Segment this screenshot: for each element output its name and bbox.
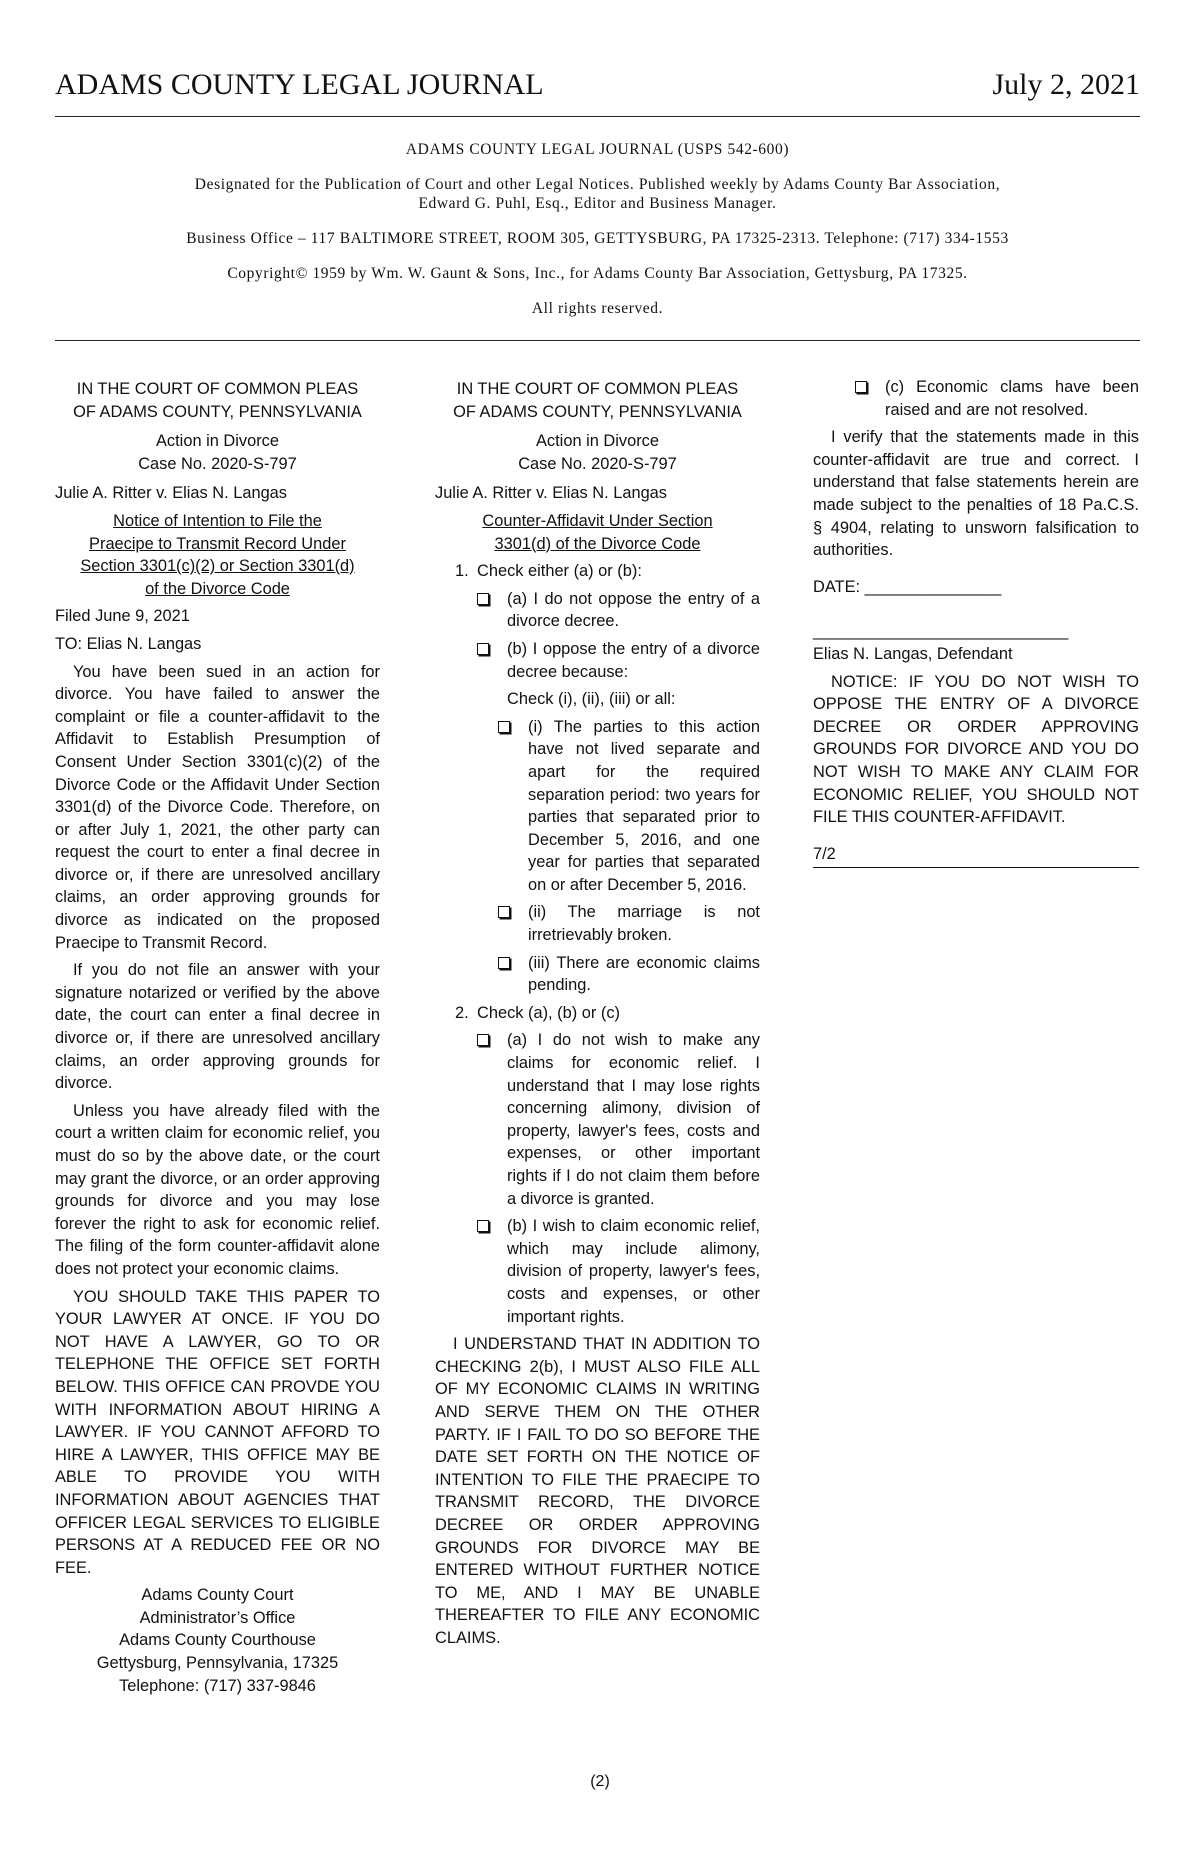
option-1b-iii[interactable] bbox=[435, 952, 760, 997]
notice-title-line2: Praecipe to Transmit Record Under bbox=[89, 534, 346, 553]
check-instruction: Check (i), (ii), (iii) or all: bbox=[507, 690, 676, 709]
journal-header bbox=[55, 68, 1140, 117]
option-2a-text: (a) I do not wish to make any claims for economic relief. I understand that I may lose rights concerning alimony, division of property, lawyer's fees, costs and expenses, or other important rights if I do not claim them before a divorce is granted. bbox=[507, 1031, 760, 1208]
question-2 bbox=[435, 1002, 760, 1025]
option-2c-text: (c) Economic clams have been raised and are not resolved. bbox=[885, 378, 1139, 419]
action-type: Action in Divorce bbox=[156, 432, 279, 451]
paragraph-sued: You have been sued in an action for divorce. You have failed to answer the complaint or file a counter-affidavit to the Affidavit to Establish Presumption of Consent Under Section 3301(c)(2) of the Divorce Code or the Affidavit Under Section 3301(d) of the Divorce Code. Therefore, on or after July 1, 2021, the other party can request the court to enter a final decree in divorce or, if there are unresolved ancillary claims, an order approving grounds for divorce as indicated on the proposed Praecipe to Transmit Record. bbox=[55, 662, 380, 952]
option-2a[interactable] bbox=[435, 1029, 760, 1210]
affidavit-continued-column bbox=[813, 376, 1139, 868]
page-number: (2) bbox=[590, 1773, 610, 1790]
address-phone: Telephone: (717) 337-9846 bbox=[119, 1676, 316, 1695]
option-2b[interactable] bbox=[435, 1215, 760, 1328]
question-2-text: Check (a), (b) or (c) bbox=[477, 1003, 620, 1022]
notice-of-intention-column bbox=[55, 378, 380, 1702]
masthead bbox=[55, 140, 1140, 334]
address-line1: Adams County Court bbox=[141, 1586, 294, 1605]
paragraph-economic-relief: Unless you have already filed with the court a written claim for economic relief, you must do so by the above date, or the court may grant the divorce, or an order approving grounds for divorce and you may lose forever the right to ask for economic relief. The filing of the form counter-affidavit alone does not protect your economic claims. bbox=[55, 1101, 380, 1278]
court-line2: OF ADAMS COUNTY, PENNSYLVANIA bbox=[453, 402, 742, 421]
date-line: DATE: _______________ bbox=[813, 577, 1002, 596]
notice-title-line4: of the Divorce Code bbox=[145, 579, 290, 598]
masthead-desc-line2: Edward G. Puhl, Esq., Editor and Business Manager. bbox=[418, 195, 777, 212]
verification: I verify that the statements made in this counter-affidavit are true and correct. I understand that false statements herein are made subject to the penalties of 18 Pa.C.S. § 4904, relating to unsworn falsification to authorities. bbox=[813, 428, 1139, 560]
address-line3: Adams County Courthouse bbox=[119, 1631, 316, 1650]
masthead-desc-line1: Designated for the Publication of Court and other Legal Notices. Published weekly by Adams County Bar Association, bbox=[194, 176, 1001, 193]
question-1-number: 1. bbox=[455, 562, 469, 581]
option-1b-ii[interactable] bbox=[435, 901, 760, 946]
filed-date: Filed June 9, 2021 bbox=[55, 607, 190, 626]
option-2c[interactable] bbox=[813, 376, 1139, 421]
notice-title bbox=[55, 510, 380, 600]
court-heading bbox=[435, 378, 760, 423]
option-2b-text: (b) I wish to claim economic relief, which may include alimony, division of property, lawyer's fees, costs and expenses, or other important rights. bbox=[507, 1217, 760, 1326]
affidavit-title-line1: Counter-Affidavit Under Section bbox=[482, 511, 713, 530]
question-1 bbox=[435, 560, 760, 583]
publication-date: 7/2 bbox=[813, 844, 836, 863]
notice-title-line1: Notice of Intention to File the bbox=[113, 511, 322, 530]
address-line2: Administrator’s Office bbox=[139, 1608, 296, 1627]
checkbox-icon[interactable] bbox=[477, 593, 489, 605]
checkbox-icon[interactable] bbox=[477, 643, 489, 655]
case-heading bbox=[55, 430, 380, 475]
issue-date: July 2, 2021 bbox=[992, 68, 1140, 101]
masthead-title: ADAMS COUNTY LEGAL JOURNAL (USPS 542-600) bbox=[405, 141, 790, 158]
copyright: Copyright© 1959 by Wm. W. Gaunt & Sons, Inc., for Adams County Bar Association, Gettysburg, PA 17325. bbox=[227, 265, 968, 282]
signature-line[interactable]: ____________________________ bbox=[813, 622, 1069, 641]
checkbox-icon[interactable] bbox=[498, 906, 510, 918]
rights: All rights reserved. bbox=[531, 300, 664, 317]
notice-caps: NOTICE: IF YOU DO NOT WISH TO OPPOSE THE ENTRY OF A DIVORCE DECREE OR ORDER APPROVING GROUNDS FOR DIVORCE AND YOU DO NOT WISH TO MAKE ANY CLAIM FOR ECONOMIC RELIEF, YOU SHOULD NOT FILE THIS COUNTER-AFFIDAVIT. bbox=[813, 672, 1139, 827]
court-heading bbox=[55, 378, 380, 423]
court-line1: IN THE COURT OF COMMON PLEAS bbox=[456, 380, 739, 398]
checkbox-icon[interactable] bbox=[498, 957, 510, 969]
checkbox-icon[interactable] bbox=[477, 1220, 489, 1232]
notice-title-line3: Section 3301(c)(2) or Section 3301(d) bbox=[80, 557, 355, 576]
signer-name: Elias N. Langas, Defendant bbox=[813, 644, 1013, 663]
masthead-description bbox=[55, 175, 1140, 213]
option-1b-ii-text: (ii) The marriage is not irretrievably broken. bbox=[528, 903, 760, 945]
affidavit-title-line2: 3301(d) of the Divorce Code bbox=[494, 534, 701, 553]
checkbox-icon[interactable] bbox=[498, 721, 510, 733]
question-1-text: Check either (a) or (b): bbox=[477, 562, 642, 581]
checkbox-icon[interactable] bbox=[477, 1034, 489, 1046]
masthead-divider bbox=[55, 340, 1140, 341]
end-rule bbox=[813, 867, 1139, 868]
court-line1: IN THE COURT OF COMMON PLEAS bbox=[76, 380, 359, 398]
court-administrator-address bbox=[55, 1584, 380, 1697]
counter-affidavit-column bbox=[435, 378, 760, 1654]
journal-title: ADAMS COUNTY LEGAL JOURNAL bbox=[55, 68, 544, 101]
option-1b-i[interactable] bbox=[435, 716, 760, 897]
case-number: Case No. 2020-S-797 bbox=[138, 454, 297, 473]
paragraph-understand: I UNDERSTAND THAT IN ADDITION TO CHECKING 2(b), I MUST ALSO FILE ALL OF MY ECONOMIC CLAIMS IN WRITING AND SERVE THEM ON THE OTHER PARTY. IF I FAIL TO DO SO BEFORE THE DATE SET FORTH ON THE NOTICE OF INTENTION TO FILE THE PRAECIPE TO TRANSMIT RECORD, THE DIVORCE DECREE OR ORDER APPROVING GROUNDS FOR DIVORCE MAY BE ENTERED WITHOUT FURTHER NOTICE TO ME, AND I MAY BE UNABLE THEREAFTER TO FILE ANY ECONOMIC CLAIMS. bbox=[435, 1335, 760, 1647]
case-parties: Julie A. Ritter v. Elias N. Langas bbox=[55, 484, 287, 503]
option-1b-iii-text: (iii) There are economic claims pending. bbox=[528, 953, 760, 995]
business-office: Business Office – 117 BALTIMORE STREET, ROOM 305, GETTYSBURG, PA 17325-2313. Telephone: (717) 334-1553 bbox=[186, 230, 1009, 247]
case-parties: Julie A. Ritter v. Elias N. Langas bbox=[435, 484, 667, 503]
affidavit-title bbox=[435, 510, 760, 555]
option-1b-i-text: (i) The parties to this action have not lived separate and apart for the required separation period: two years for parties that separated prior to December 5, 2016, and one year for parties that separated on or after December 5, 2016. bbox=[528, 717, 760, 894]
court-line2: OF ADAMS COUNTY, PENNSYLVANIA bbox=[73, 402, 362, 421]
case-number: Case No. 2020-S-797 bbox=[518, 454, 677, 473]
question-2-number: 2. bbox=[455, 1003, 469, 1022]
option-1b[interactable] bbox=[435, 638, 760, 683]
addressee: TO: Elias N. Langas bbox=[55, 634, 202, 653]
option-1a[interactable] bbox=[435, 588, 760, 633]
address-line4: Gettysburg, Pennsylvania, 17325 bbox=[96, 1654, 339, 1673]
option-1b-text: (b) I oppose the entry of a divorce decree because: bbox=[507, 639, 760, 681]
option-1a-text: (a) I do not oppose the entry of a divorce decree. bbox=[507, 589, 760, 631]
paragraph-answer: If you do not file an answer with your signature notarized or verified by the above date, the court can enter a final decree in divorce or, if there are unresolved ancillary claims, an order approving grounds for divorce. bbox=[55, 961, 380, 1093]
checkbox-icon[interactable] bbox=[855, 381, 867, 393]
paragraph-lawyer-notice: YOU SHOULD TAKE THIS PAPER TO YOUR LAWYER AT ONCE. IF YOU DO NOT HAVE A LAWYER, GO TO OR TELEPHONE THE OFFICE SET FORTH BELOW. THIS OFFICE CAN PROVDE YOU WITH INFORMATION ABOUT HIRING A LAWYER. IF YOU CANNOT AFFORD TO HIRE A LAWYER, THIS OFFICE MAY BE ABLE TO PROVIDE YOU WITH INFORMATION ABOUT AGENCIES THAT OFFICER LEGAL SERVICES TO ELIGIBLE PERSONS AT A REDUCED FEE OR NO FEE. bbox=[55, 1287, 380, 1577]
case-heading bbox=[435, 430, 760, 475]
action-type: Action in Divorce bbox=[536, 432, 659, 451]
